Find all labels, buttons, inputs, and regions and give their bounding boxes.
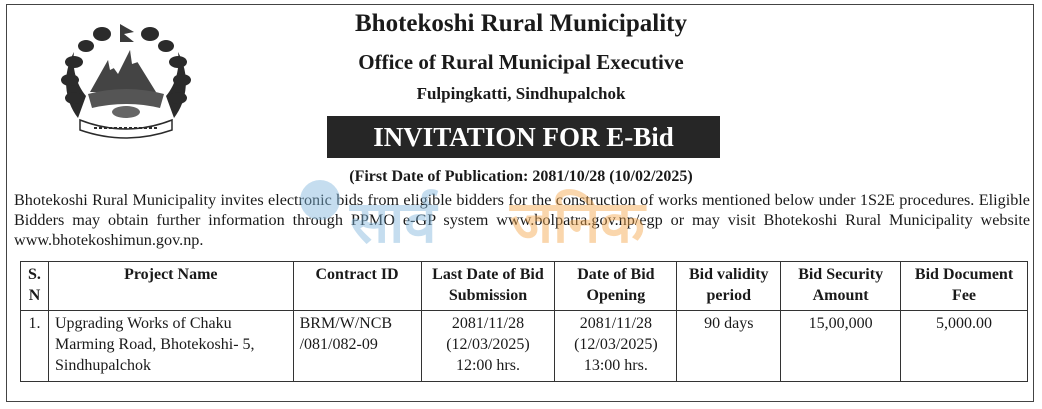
cell-fee: 5,000.00 xyxy=(901,311,1028,382)
col-contract-id: Contract ID xyxy=(293,262,421,311)
col-fee: Bid Document Fee xyxy=(901,262,1028,311)
col-project-name: Project Name xyxy=(48,262,293,311)
cell-last-date xyxy=(421,311,555,382)
last-time: 12:00 hrs. xyxy=(455,357,520,374)
col-last-date: Last Date of Bid Submission xyxy=(421,262,555,311)
last-date-bs: 2081/11/28 xyxy=(451,315,525,332)
svg-text:सार्व: सार्व xyxy=(350,188,437,256)
bid-table xyxy=(20,261,1028,382)
svg-text:जनिक: जनिक xyxy=(510,188,645,256)
office-location: Fulpingkatti, Sindhupalchok xyxy=(416,84,626,103)
table-row xyxy=(21,311,1028,382)
municipality-name: Bhotekoshi Rural Municipality xyxy=(355,10,687,37)
opening-date-ad: (12/03/2025) xyxy=(574,336,658,353)
opening-time: 13:00 hrs. xyxy=(583,357,648,374)
col-opening-date: Date of Bid Opening xyxy=(555,262,677,311)
publication-date: (First Date of Publication: 2081/10/28 (10/02/2025) xyxy=(349,168,693,185)
nepal-government-emblem-icon xyxy=(60,22,192,140)
col-validity: Bid validity period xyxy=(677,262,781,311)
opening-date-bs: 2081/11/28 xyxy=(579,315,653,332)
last-date-ad: (12/03/2025) xyxy=(446,336,530,353)
office-name: Office of Rural Municipal Executive xyxy=(358,50,684,74)
invitation-paragraph: Bhotekoshi Rural Municipality invites electronic bids from eligible bidders for the construction of works mentioned below under 1S2E procedures. Eligible Bidders may obtain further information through PPMO e-GP system www.bolpatra.gov.np/egp or may visit Bhotekoshi Rural Municipality website www.bhotekoshimun.gov.np. xyxy=(14,191,1030,249)
col-security: Bid Security Amount xyxy=(781,262,901,311)
cell-project-name: Upgrading Works of Chaku Marming Road, Bhotekoshi- 5, Sindhupalchok xyxy=(48,311,293,382)
cell-opening-date xyxy=(555,311,677,382)
col-sn: S. N xyxy=(21,262,49,311)
notice-title-banner: INVITATION FOR E-Bid xyxy=(327,116,720,158)
cell-validity: 90 days xyxy=(677,311,781,382)
cell-contract-id: BRM/W/NCB /081/082-09 xyxy=(293,311,421,382)
cell-sn: 1. xyxy=(21,311,49,382)
table-header-row xyxy=(21,262,1028,311)
cell-security: 15,00,000 xyxy=(781,311,901,382)
